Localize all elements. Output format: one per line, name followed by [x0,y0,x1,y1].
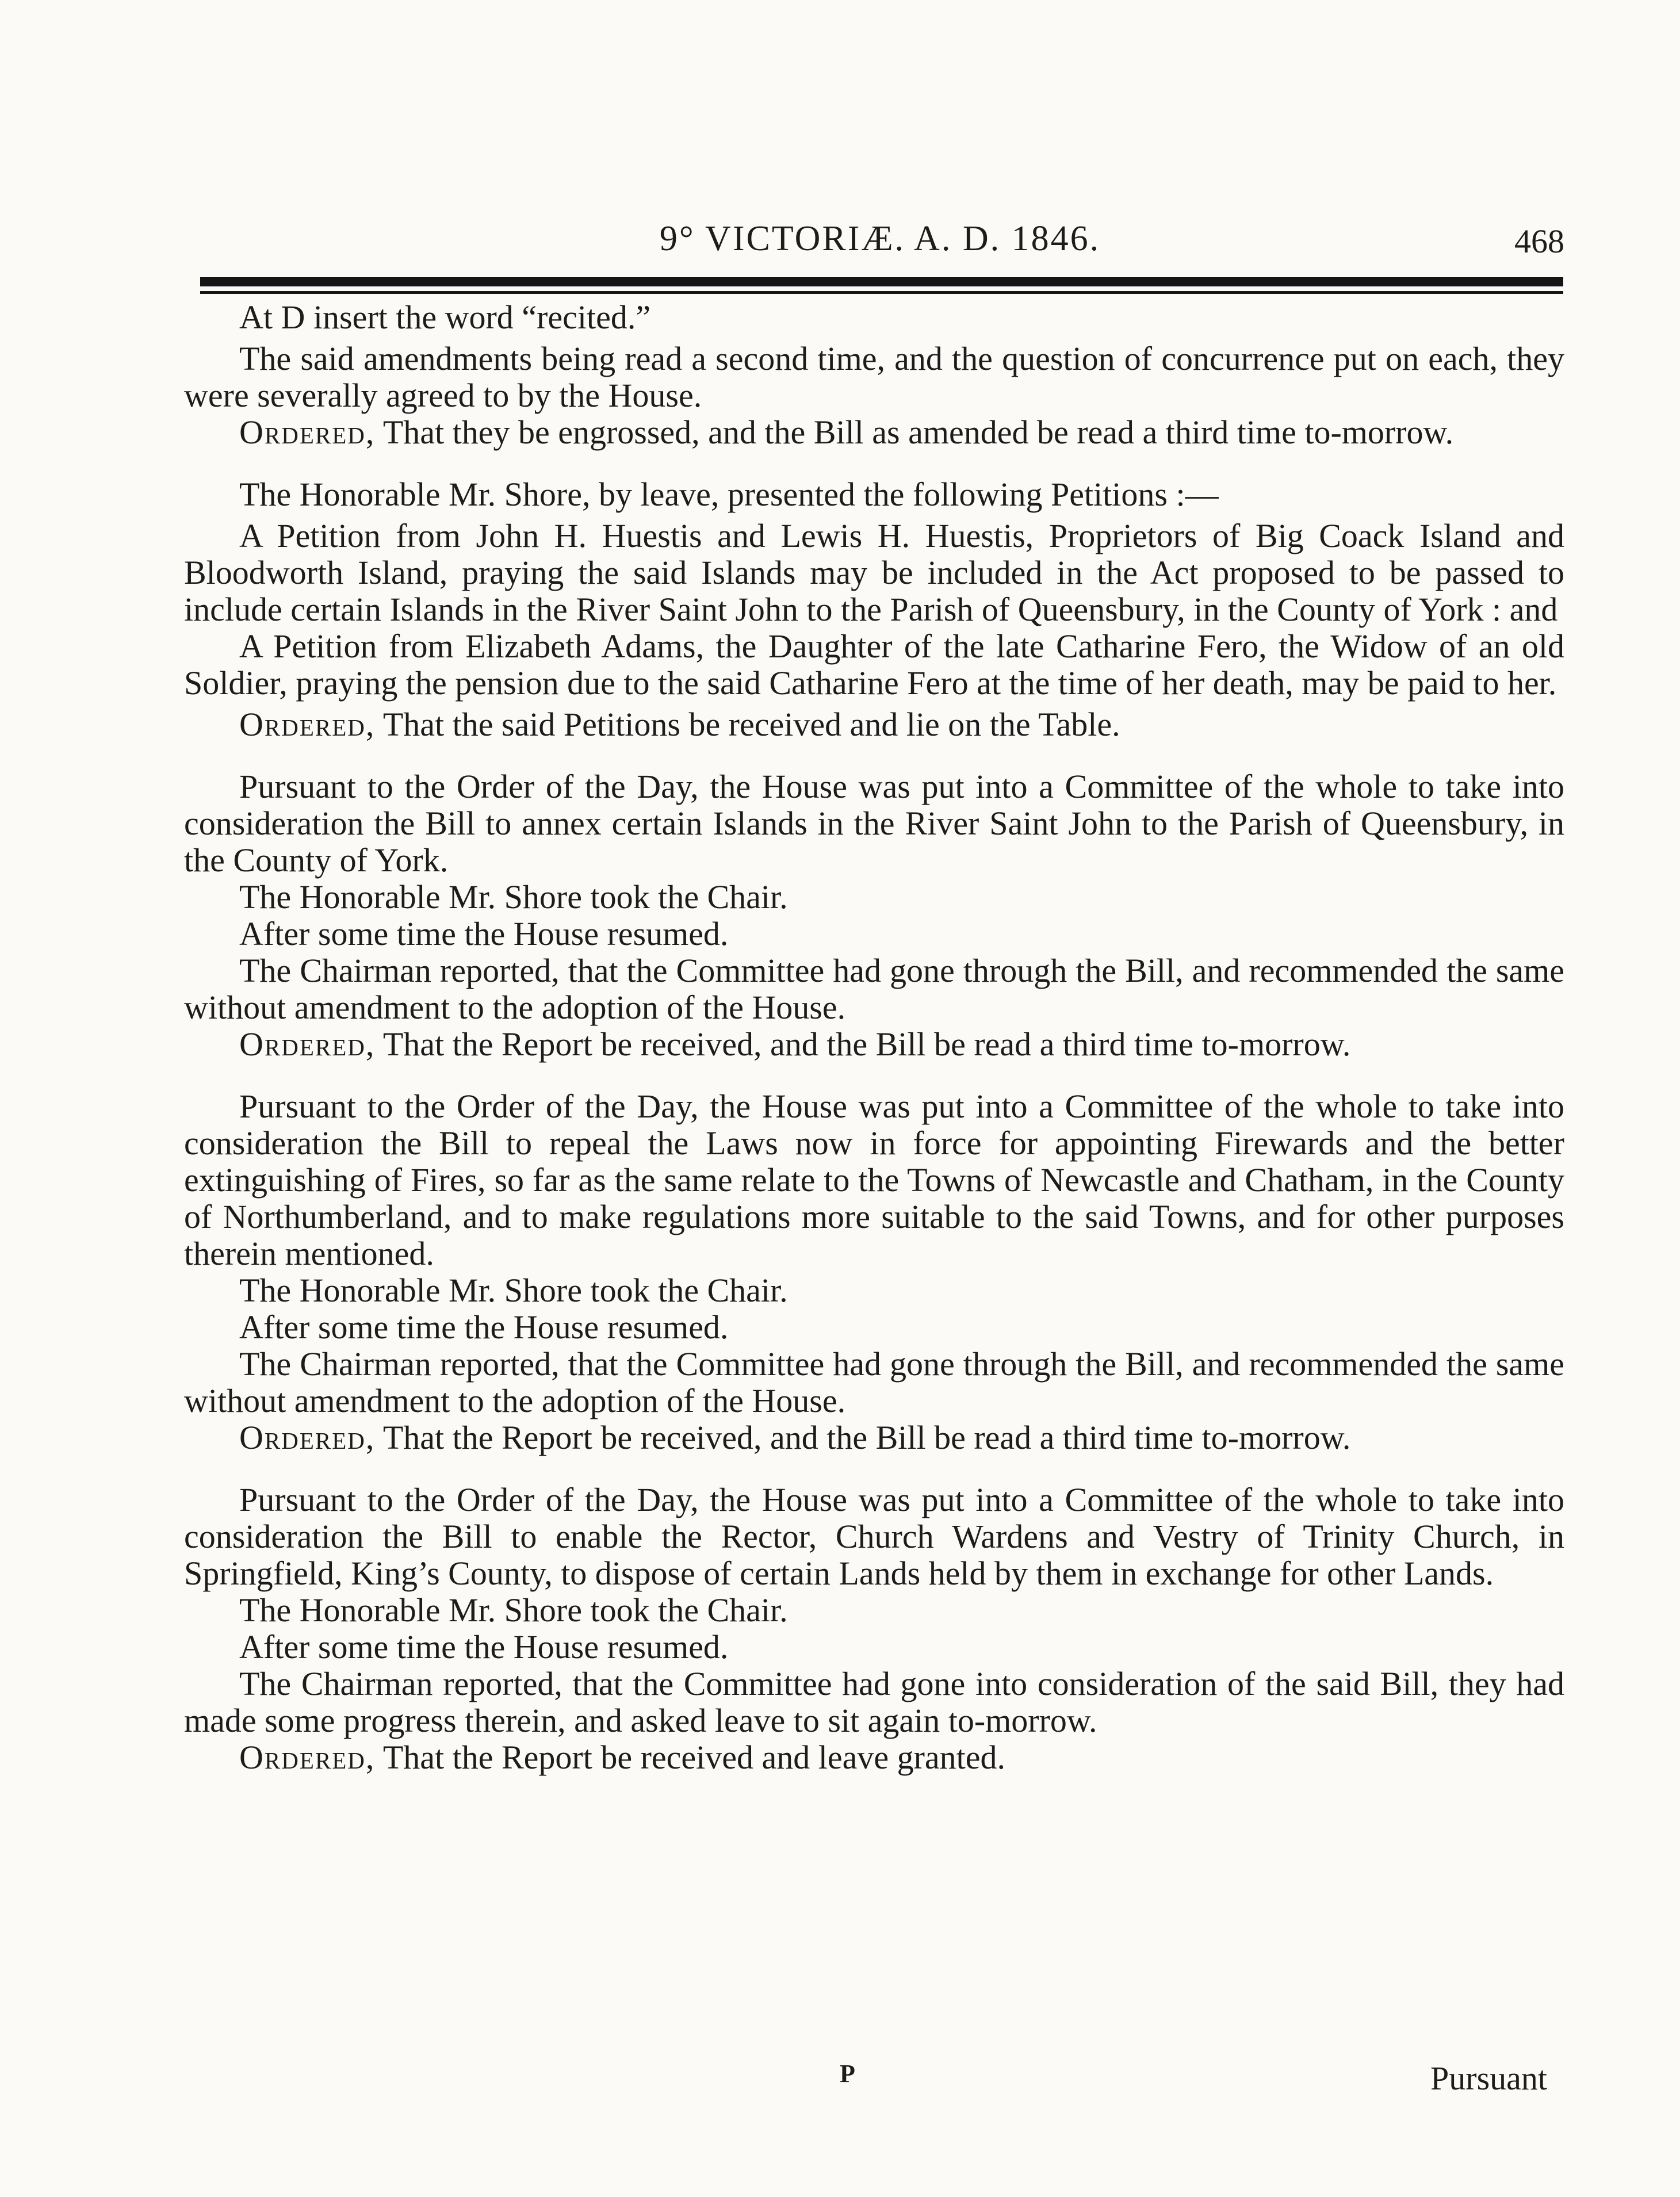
ordered-label: Ordered, [239,414,376,451]
paragraph-amendment-d: At D insert the word “recited.” [239,298,651,336]
paragraph-petition-huestis: A Petition from John H. Huestis and Lewis H. Huestis, Proprietors of Big Coack Island and Bloodworth Island, praying the said Islands may be included in the Act proposed to be passed to include certain Islands in the River Saint John to the Parish of Queensbury, in the County of York : and [184,517,1564,628]
paragraph-chair-2: The Honorable Mr. Shore took the Chair. [239,1272,788,1309]
catchword: Pursuant [1430,2060,1547,2097]
ordered-label: Ordered, [239,706,376,743]
ordered-label: Ordered, [239,1419,376,1456]
paragraph-report-3: The Chairman reported, that the Committee had gone into consideration of the said Bill, they had made some progress therein, and asked leave to sit again to-morrow. [184,1665,1564,1739]
ordered-label: Ordered, [239,1025,376,1063]
paragraph-resumed-2: After some time the House resumed. [239,1308,729,1346]
header-rule-thick [200,277,1563,286]
running-header [196,219,1564,282]
paragraph-petition-adams: A Petition from Elizabeth Adams, the Daughter of the late Catharine Fero, the Widow of an old Soldier, praying the pension due to the said Catharine Fero at the time of her death, may be paid to her. [184,627,1564,702]
journal-body [184,299,1564,1776]
paragraph-petitions-intro: The Honorable Mr. Shore, by leave, presented the following Petitions :— [239,476,1219,513]
header-title: 9° VICTORIÆ. A. D. 1846. [659,219,1101,258]
paragraph-report-1: The Chairman reported, that the Committee had gone through the Bill, and recommended the same without amendment to the adoption of the House. [184,952,1564,1026]
paragraph-ordered-report-1: Ordered, That the Report be received, and the Bill be read a third time to-morrow. [239,1025,1351,1063]
page-footer [184,2059,1564,2105]
paragraph-chair-1: The Honorable Mr. Shore took the Chair. [239,878,788,916]
signature-mark: P [840,2060,855,2088]
paragraph-chair-3: The Honorable Mr. Shore took the Chair. [239,1591,788,1629]
paragraph-resumed-3: After some time the House resumed. [239,1628,729,1666]
paragraph-committee-firewards: Pursuant to the Order of the Day, the House was put into a Committee of the whole to take into consideration the Bill to repeal the Laws now in force for appointing Firewards and the better extinguishing of Fires, so far as the same relate to the Towns of Newcastle and Chatham, in the County of Northumberland, and to make regulations more suitable to the said Towns, and for other purposes therein mentioned. [184,1088,1564,1272]
ordered-label: Ordered, [239,1739,376,1776]
paragraph-committee-islands: Pursuant to the Order of the Day, the House was put into a Committee of the whole to take into consideration the Bill to annex certain Islands in the River Saint John to the Parish of Queensbury, in the County of York. [184,768,1564,879]
paragraph-ordered-engrossed: Ordered, That they be engrossed, and the Bill as amended be read a third time to-morrow. [239,414,1454,451]
paragraph-committee-trinity: Pursuant to the Order of the Day, the House was put into a Committee of the whole to take into consideration the Bill to enable the Rector, Church Wardens and Vestry of Trinity Church, in Springfield, King’s County, to dispose of certain Lands held by them in exchange for other Lands. [184,1481,1564,1592]
paragraph-amendments-read: The said amendments being read a second time, and the question of concurrence put on each, they were severally agreed to by the House. [184,340,1564,414]
paragraph-ordered-petitions: Ordered, That the said Petitions be received and lie on the Table. [239,706,1120,743]
paragraph-resumed-1: After some time the House resumed. [239,915,729,952]
page-number: 468 [1514,223,1564,260]
paragraph-ordered-report-3: Ordered, That the Report be received and leave granted. [239,1739,1005,1776]
paragraph-report-2: The Chairman reported, that the Committee had gone through the Bill, and recommended the same without amendment to the adoption of the House. [184,1345,1564,1419]
paragraph-ordered-report-2: Ordered, That the Report be received, and the Bill be read a third time to-morrow. [239,1419,1351,1456]
header-rule-thin [200,291,1563,294]
